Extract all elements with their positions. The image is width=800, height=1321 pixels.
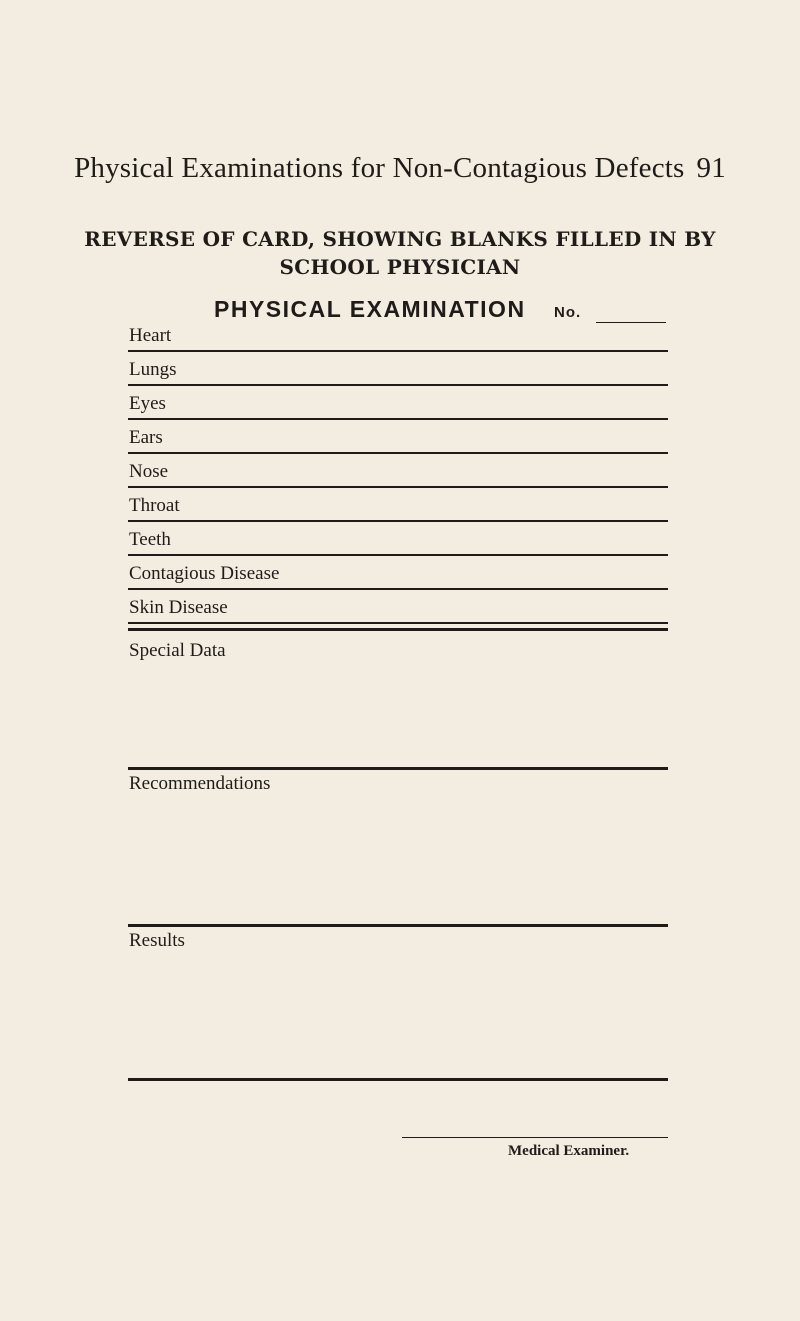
field-row-ears — [128, 418, 668, 454]
field-row-throat — [128, 486, 668, 522]
section-label-recommendations: Recommendations — [129, 773, 271, 794]
field-label-nose: Nose — [129, 461, 169, 482]
field-label-ears: Ears — [129, 427, 163, 448]
section-divider — [128, 1078, 668, 1081]
field-label-skin-disease: Skin Disease — [129, 597, 228, 618]
section-divider — [128, 767, 668, 770]
field-row-nose — [128, 452, 668, 488]
field-row-eyes — [128, 384, 668, 420]
section-divider — [128, 924, 668, 927]
section-label-results: Results — [129, 930, 185, 951]
field-row-teeth — [128, 520, 668, 556]
field-label-teeth: Teeth — [129, 529, 171, 550]
field-row-heart — [128, 316, 668, 352]
running-head — [0, 152, 800, 185]
section-label-special-data: Special Data — [129, 640, 226, 661]
field-label-heart: Heart — [129, 325, 172, 346]
field-label-eyes: Eyes — [129, 393, 166, 414]
section-divider — [128, 628, 668, 631]
signature-line — [402, 1137, 668, 1138]
field-label-contagious-disease: Contagious Disease — [129, 563, 280, 584]
form-title: PHYSICAL EXAMINATION — [214, 296, 526, 322]
field-row-contagious-disease — [128, 554, 668, 590]
figure-caption-line-2: SCHOOL PHYSICIAN — [279, 255, 521, 279]
card-number-label: No. — [554, 304, 582, 321]
field-row-lungs — [128, 350, 668, 386]
field-row-skin-disease — [128, 588, 668, 624]
signature-label: Medical Examiner. — [508, 1143, 630, 1159]
field-label-lungs: Lungs — [129, 359, 177, 380]
page-number: 91 — [696, 152, 726, 184]
field-label-throat: Throat — [129, 495, 180, 516]
running-title: Physical Examinations for Non-Contagious Defects — [74, 152, 685, 184]
figure-caption-line-1: REVERSE OF CARD, SHOWING BLANKS FILLED IN BY — [84, 227, 716, 251]
